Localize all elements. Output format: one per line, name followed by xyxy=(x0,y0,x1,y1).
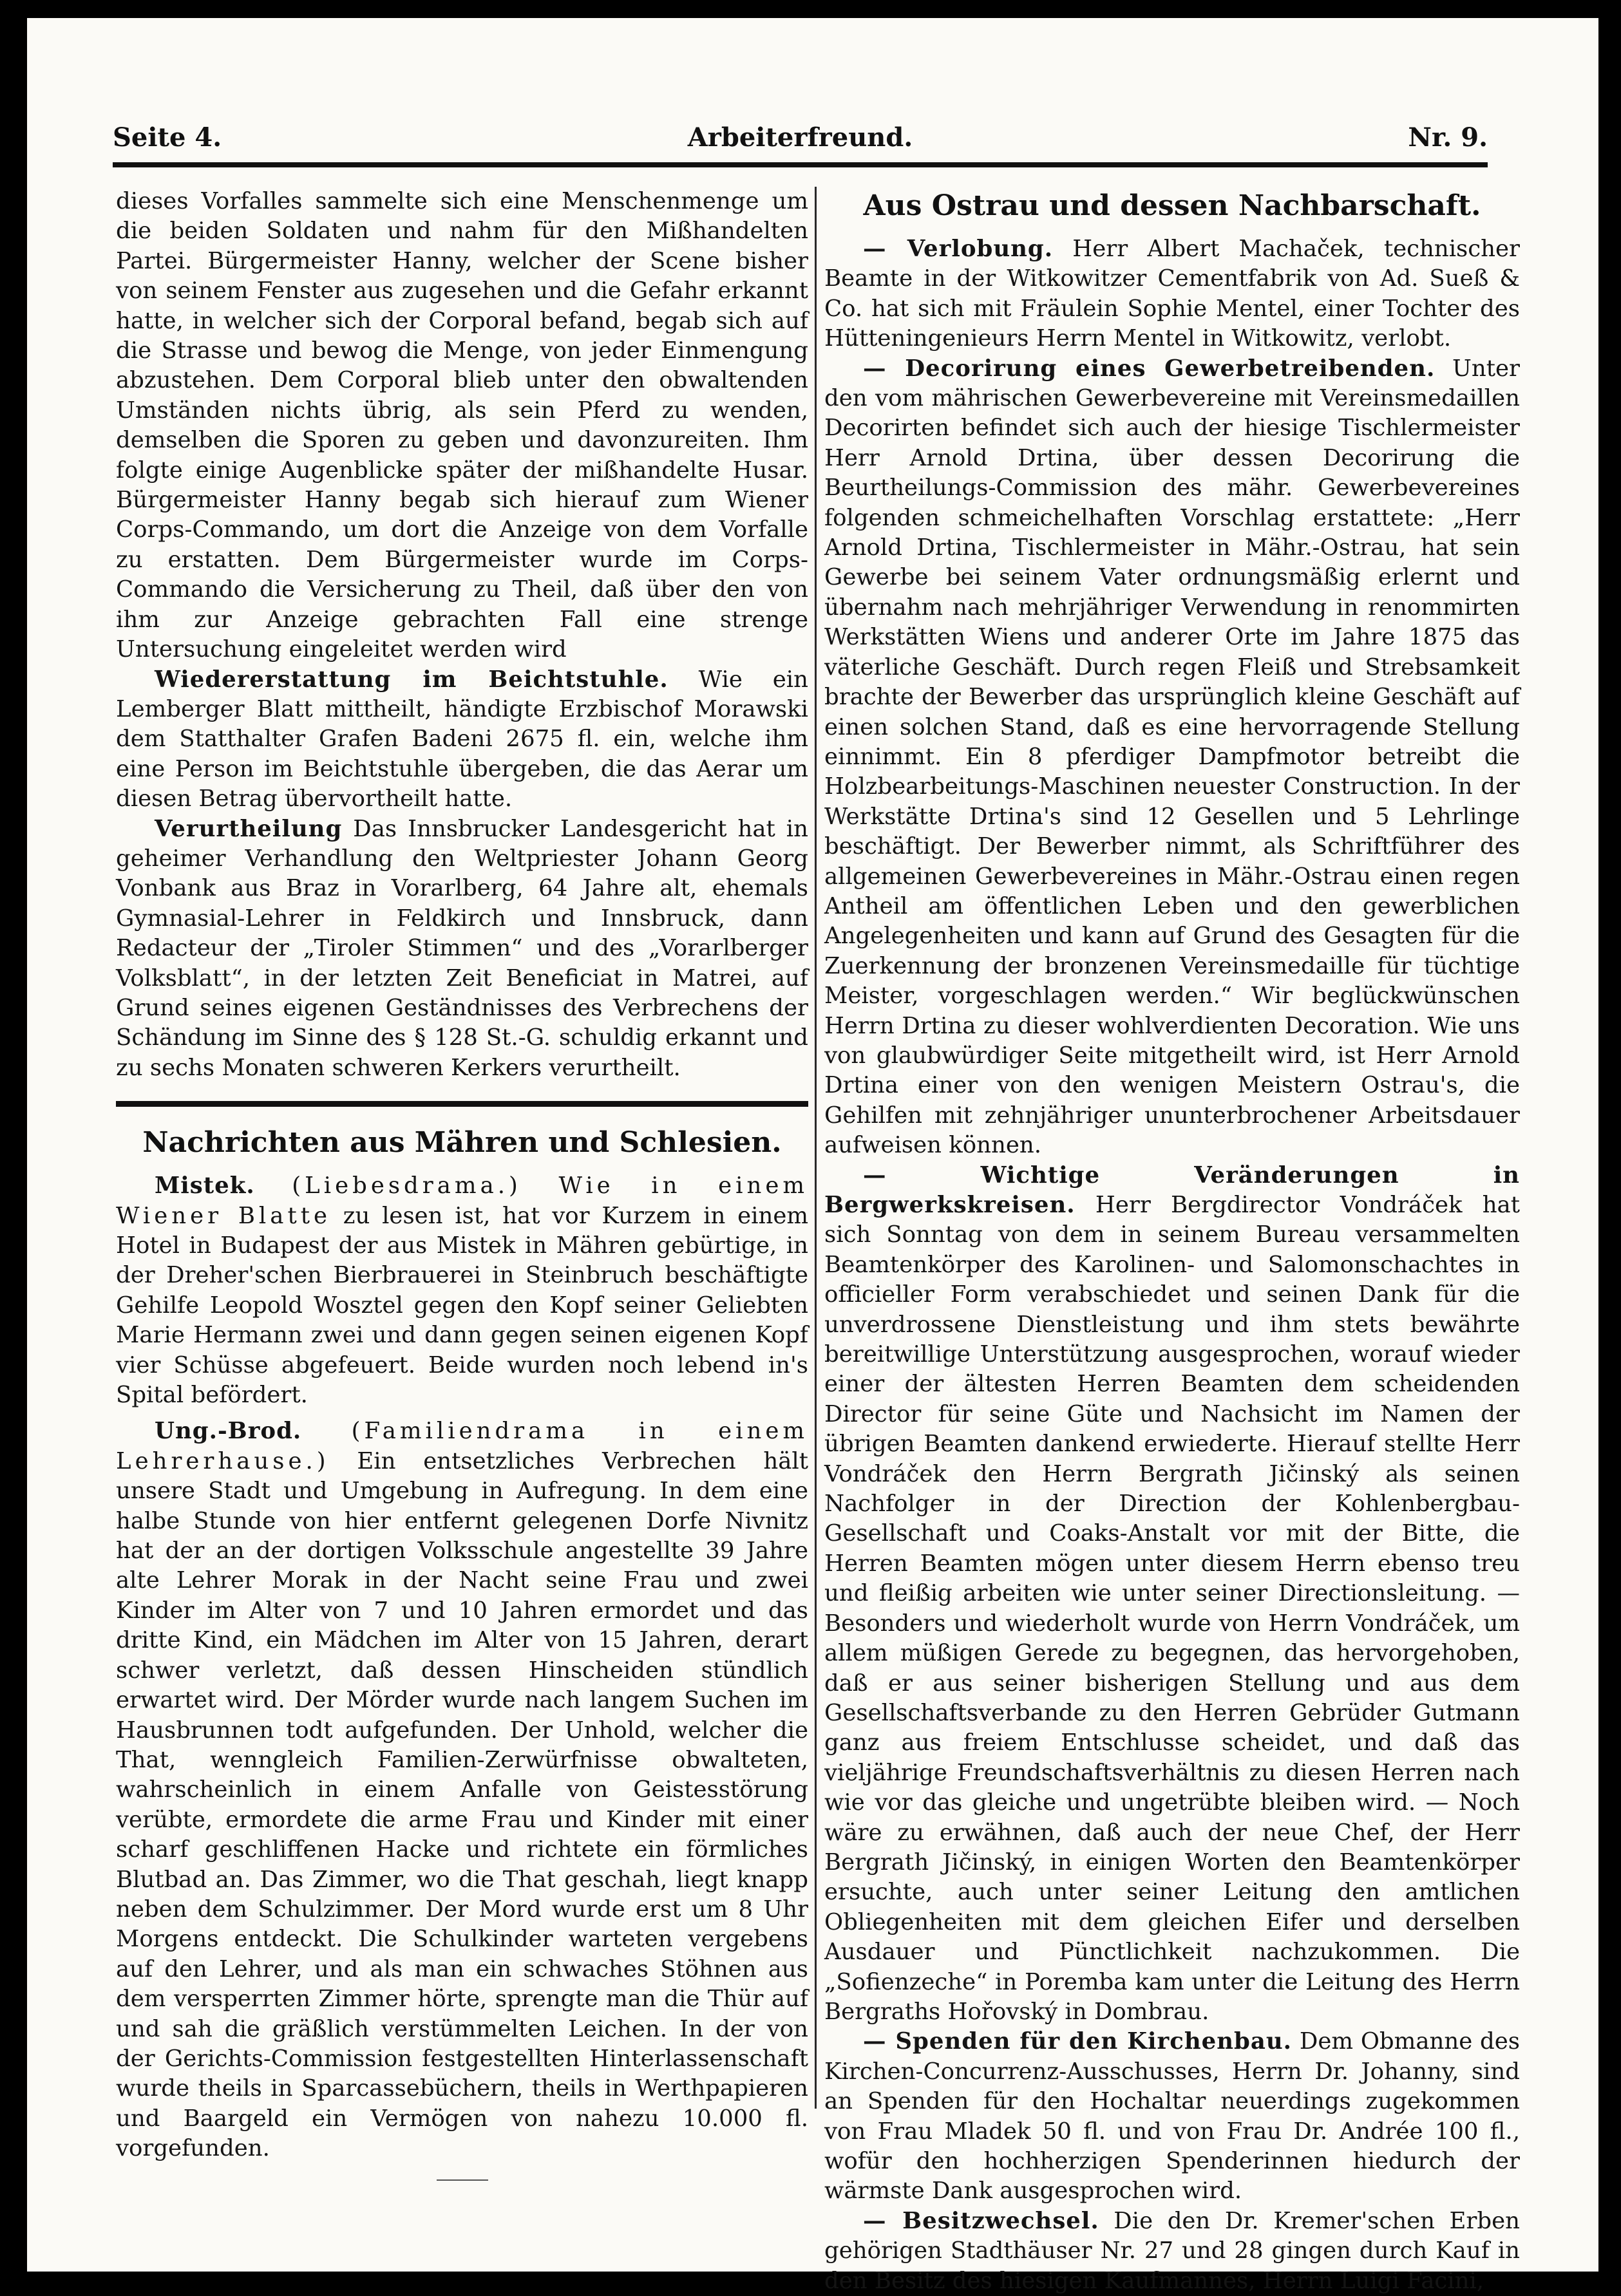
article-spenden xyxy=(824,2027,1520,2206)
section-title-ostrau: Aus Ostrau und dessen Nachbarschaft. xyxy=(863,189,1481,222)
article-subheading: (Liebesdrama.) Wie in einem Wiener Blatte xyxy=(116,1172,808,1229)
newspaper-title: Arbeiterfreund. xyxy=(687,122,913,153)
article-mistek xyxy=(116,1171,808,1410)
article-subheading: (Familiendrama in einem Lehrerhause.) xyxy=(116,1418,808,1474)
end-rule xyxy=(437,2179,488,2181)
article-verlobung xyxy=(824,234,1520,354)
article-heading: Verurtheilung xyxy=(155,815,343,842)
article-besitzwechsel xyxy=(824,2207,1520,2296)
article-beichtstuhl xyxy=(116,665,808,814)
article-heading: — Decorirung eines Gewerbetreibenden. xyxy=(863,355,1436,382)
article-text: Das Innsbrucker Landesgericht hat in geheimer Verhandlung den Weltpriester Johann Georg Vonbank aus Braz in Vorarlberg, 64 Jahre alt, ehemals Gymnasial-Lehrer in Feldkirch und Innsbruck, dann Redacteur der „Tiroler Stimmen“ und des „Vorarlberger Volksblatt“, in der letzten Zeit Beneficiat in Matrei, auf Grund seines eigenen Geständnisses des Verbrechens der Schändung im Sinne des § 128 St.-G. schuldig erkannt und zu sechs Monaten schweren Kerkers verurtheilt. xyxy=(116,815,808,1081)
section-title-maehren: Nachrichten aus Mähren und Schlesien. xyxy=(142,1126,782,1160)
article-text: Ein entsetzliches Verbrechen hält unsere Stadt und Umgebung in Aufregung. In dem eine halbe Stunde von hier entfernt gelegenen Dorfe Nivnitz hat der an der dortigen Volksschule angestellte 39 Jahre alte Lehrer Morak in der Nacht seine Frau und zwei Kinder im Alter von 7 und 10 Jahren ermordet und das dritte Kind, ein Mädchen im Alter von 15 Jahren, derart schwer verletzt, daß dessen Hinscheiden stündlich erwartet wird. Der Mörder wurde nach langem Suchen im Hausbrunnen todt aufgefunden. Der Unhold, welcher die That, wenngleich Familien-Zerwürfnisse obwalteten, wahrscheinlich in einem Anfalle von Geistesstörung verübte, ermordete die arme Frau und Kinder mit einer scharf geschliffenen Hacke und richtete ein förmliches Blutbad an. Das Zimmer, wo die That geschah, liegt knapp neben dem Schulzimmer. Der Mord wurde erst um 8 Uhr Morgens entdeckt. Die Schulkinder warteten vergebens auf den Lehrer, und als man ein schwaches Stöhnen aus dem versperrten Zimmer hörte, sprengte man die Thür auf und sah die gräßlich verstümmelten Leichen. In der von der Gerichts-Commission festgestellten Hinterlassenschaft wurde theils in Sparcassebüchern, theils in Werthpapieren und Baargeld ein Vermögen von nahezu 10.000 fl. vorgefunden. xyxy=(116,1447,808,2162)
article-text: Herr Albert Machaček, technischer Beamte in der Witkowitzer Cementfabrik von Ad. Sueß & Co. hat sich mit Fräulein Sophie Mentel, einer Tochter des Hütteningenieurs Herrn Mentel in Witkowitz, verlobt. xyxy=(824,236,1520,352)
article-bergwerk xyxy=(824,1161,1520,2028)
article-heading: Mistek. xyxy=(155,1172,255,1200)
article-text: zu lesen ist, hat vor Kurzem in einem Hotel in Budapest der aus Mistek in Mähren gebürtige, in der Dreher'schen Bierbrauerei in Steinbruch beschäftigte Gehilfe Leopold Wosztel gegen den Kopf seiner Geliebten Marie Hermann zwei und dann gegen seinen eigenen Kopf vier Schüsse abgefeuert. Beide wurden noch lebend in's Spital befördert. xyxy=(116,1202,808,1409)
continued-article: dieses Vorfalles sammelte sich eine Menschenmenge um die beiden Soldaten und nahm für den Mißhandelten Partei. Bürgermeister Hanny, welcher der Scene bisher von seinem Fenster aus zugesehen und die Gefahr erkannt hatte, in welcher sich der Corporal befand, begab sich auf die Strasse und bewog die Menge, von jeder Einmengung abzustehen. Dem Corporal blieb unter den obwaltenden Umständen nichts übrig, als sein Pferd zu wenden, demselben die Sporen zu geben und davonzureiten. Ihm folgte einige Augenblicke später der mißhandelte Husar. Bürgermeister Hanny begab sich hierauf zum Wiener Corps-Commando, um dort die Anzeige von dem Vorfalle zu erstatten. Dem Bürgermeister wurde im Corps-Commando die Versicherung zu Theil, daß über den von ihm zur Anzeige gebrachten Fall eine strenge Untersuchung eingeleitet werden wird xyxy=(116,188,808,663)
article-heading: — Verlobung. xyxy=(863,236,1054,262)
article-ung-brod xyxy=(116,1416,808,2163)
article-text: Dem Obmanne des Kirchen-Concurrenz-Ausschusses, Herrn Dr. Johanny, sind an Spenden für den Hochaltar neuerdings zugekommen von Frau Mladek 50 fl. und von Frau Dr. Andrée 100 fl., wofür den hochherzigen Spenderinnen hiedurch der wärmste Dank ausgesprochen wird. xyxy=(824,2028,1520,2205)
article-text: Die den Dr. Kremer'schen Erben gehörigen Stadthäuser Nr. 27 und 28 gingen durch Kauf in den Besitz des hiesigen Kaufmannes, Herrn Luigi Facini, xyxy=(824,2207,1520,2294)
left-column xyxy=(116,187,808,2181)
column-divider xyxy=(815,187,817,2109)
issue-number: Nr. 9. xyxy=(1408,122,1488,153)
article-text: Unter den vom mährischen Gewerbevereine mit Vereinsmedaillen Decorirten befindet sich auch der hiesige Tischlermeister Herr Arnold Drtina, über dessen Decorirung die Beurtheilungs-Commission des mähr. Gewerbevereines folgenden schmeichelhaften Vorschlag erstattete: „Herr Arnold Drtina, Tischlermeister in Mähr.-Ostrau, hat sein Gewerbe bei seinem Vater ordnungsmäßig erlernt und übernahm nach mehrjähriger Verwendung in renommirten Werkstätten Wiens und anderer Orte im Jahre 1875 das väterliche Geschäft. Durch regen Fleiß und Strebsamkeit brachte der Bewerber das ursprünglich kleine Geschäft auf einen solchen Stand, daß es eine hervorragende Stellung einnimmt. Ein 8 pferdiger Dampfmotor betreibt die Holzbearbeitungs-Maschinen neuester Construction. In der Werkstätte Drtina's sind 12 Gesellen und 5 Lehrlinge beschäftigt. Der Bewerber nimmt, als Schriftführer des allgemeinen Gewerbevereines in Mähr.-Ostrau einen regen Antheil am öffentlichen Leben und den gewerblichen Angelegenheiten und kann auf Grund des Gesagten für die Zuerkennung der bronzenen Vereinsmedaille für tüchtige Meister, vorgeschlagen werden.“ Wir beglückwünschen Herrn Drtina zu dieser wohlverdienten Decoration. Wie uns von glaubwürdiger Seite mitgetheilt wird, ist Herr Arnold Drtina einer von den wenigen Meistern Ostrau's, die Gehilfen mit zehnjähriger ununterbrochener Arbeitsdauer aufweisen können. xyxy=(824,355,1521,1159)
article-decorirung xyxy=(824,354,1520,1161)
article-heading: — Besitzwechsel. xyxy=(863,2207,1099,2234)
page-number: Seite 4. xyxy=(113,122,222,153)
article-heading: Wiedererstattung im Beichtstuhle. xyxy=(155,666,668,693)
article-text: Wie ein Lemberger Blatt mittheilt, händigte Erzbischof Morawski dem Statthalter Grafen Badeni 2675 fl. ein, welche ihm eine Person im Beichtstuhle übergeben, die das Aerar um diesen Betrag übervortheilt hatte. xyxy=(116,666,808,813)
article-verurtheilung xyxy=(116,814,808,1084)
article-heading: — Spenden für den Kirchenbau. xyxy=(863,2028,1293,2055)
article-text: Herr Bergdirector Vondráček hat sich Sonntag von dem in seinem Bureau versammelten Beamtenkörper des Karolinen- und Salomonschachtes in officieller Form verabschiedet und seinen Dank für die unverdrossene Dienstleistung und ihm stets bewährte bereitwillige Unterstützung ausgesprochen, worauf wieder einer der ältesten Herren Beamten dem scheidenden Director für seine Güte und Nachsicht im Namen der übrigen Beamten dankend erwiederte. Hierauf stellte Herr Vondráček den Herrn Bergrath Jičinský als seinen Nachfolger in der Direction der Kohlenbergbau-Gesellschaft und Coaks-Anstalt vor mit der Bitte, die Herren Beamten mögen unter diesem Herrn ebenso treu und fleißig arbeiten wie unter seiner Directionsleitung. — Besonders und wiederholt wurde von Herrn Vondráček, um allem müßigen Gerede zu begegnen, das hervorgehoben, daß er aus seiner bisherigen Stellung und aus dem Gesellschaftsverbande zu den Herren Gebrüder Gutmann ganz aus freiem Entschlusse scheidet, und daß das vieljährige Freundschaftsverhältnis zu diesen Herren nach wie vor das gleiche und ungetrübte bleiben wird. — Noch wäre zu erwähnen, daß auch der neue Chef, der Herr Bergrath Jičinský, in einigen Worten den Beamtenkörper ersuchte, auch unter seiner Leitung den amtlichen Obliegenheiten mit dem gleichen Eifer und derselben Ausdauer und Pünctlichkeit nachzukommen. Die „Sofienzeche“ in Poremba kam unter die Leitung des Herrn Bergraths Hořovský in Dombrau. xyxy=(824,1192,1520,2025)
article-heading: Ung.-Brod. xyxy=(155,1418,302,1445)
header-rule xyxy=(113,162,1488,167)
section-rule xyxy=(116,1101,808,1107)
page-header xyxy=(113,116,1488,161)
right-column xyxy=(824,187,1520,2296)
article-heading: — Wichtige Veränderungen in Bergwerkskreisen. xyxy=(824,1162,1520,1218)
